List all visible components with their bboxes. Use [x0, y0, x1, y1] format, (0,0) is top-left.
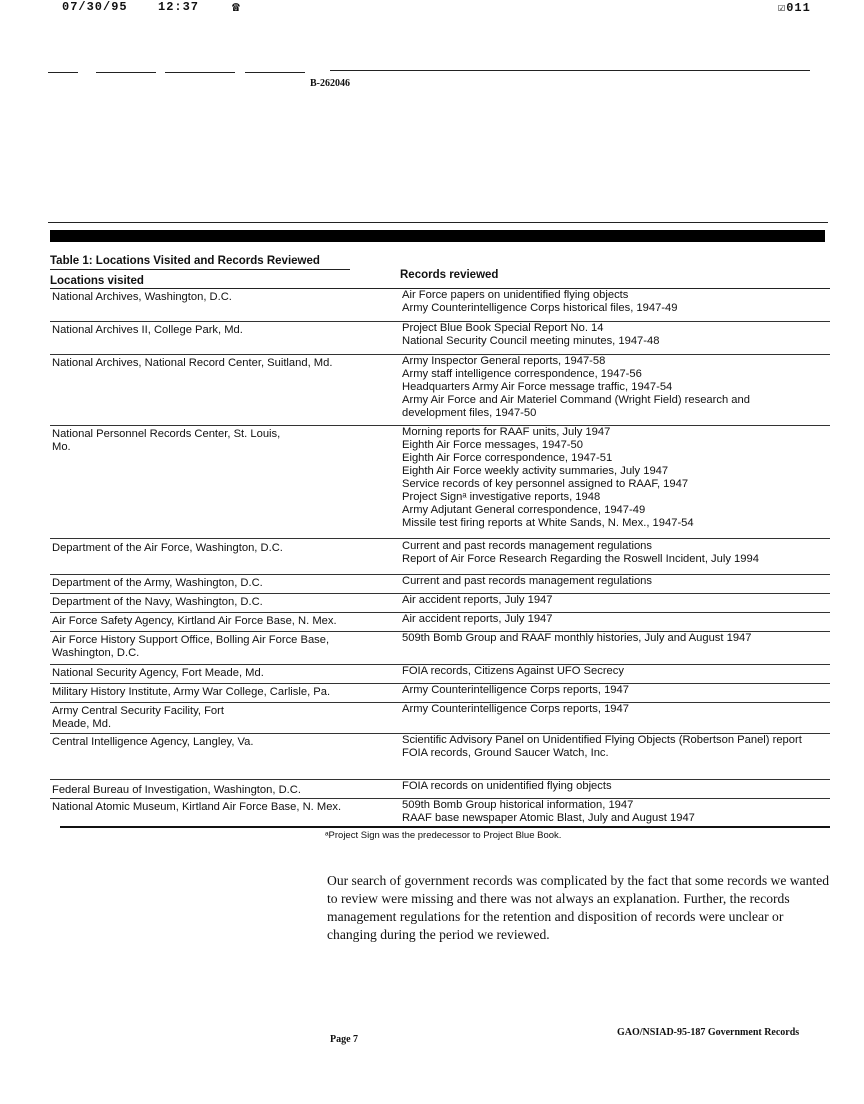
phone-icon: ☎ [232, 0, 241, 15]
records-cell [402, 575, 832, 588]
record-item: FOIA records on unidentified flying objects [402, 780, 612, 792]
record-item: 509th Bomb Group historical information, 1947 [402, 799, 634, 811]
location-cell: Central Intelligence Agency, Langley, Va. [52, 736, 254, 748]
record-item: FOIA records, Citizens Against UFO Secrecy [402, 665, 624, 677]
record-item: Eighth Air Force correspondence, 1947-51 [402, 452, 613, 464]
table-row [50, 632, 830, 665]
table-row [50, 734, 830, 780]
location-cell: National Archives, Washington, D.C. [52, 291, 232, 303]
record-item: Army Counterintelligence Corps reports, 1947 [402, 703, 629, 715]
table-row [50, 575, 830, 594]
fax-page-code: 011 [786, 1, 811, 15]
records-cell [402, 355, 832, 420]
header-rule [245, 72, 305, 73]
record-item: Scientific Advisory Panel on Unidentified Flying Objects (Robertson Panel) report [402, 734, 802, 746]
records-cell [402, 594, 832, 607]
caption-rule [50, 269, 350, 270]
record-item: Eighth Air Force weekly activity summaries, July 1947 [402, 465, 669, 477]
record-item: Service records of key personnel assigned to RAAF, 1947 [402, 478, 689, 490]
fax-time: 12:37 [158, 0, 200, 14]
records-cell [402, 322, 832, 348]
record-item: Morning reports for RAAF units, July 1947 [402, 426, 611, 438]
table-row [50, 780, 830, 799]
table-header-bar [50, 230, 825, 242]
table-row [50, 799, 830, 825]
records-cell [402, 632, 832, 645]
location-cell: Air Force Safety Agency, Kirtland Air Force Base, N. Mex. [52, 615, 337, 627]
records-cell [402, 540, 832, 566]
record-item: Army Counterintelligence Corps reports, 1947 [402, 684, 629, 696]
records-cell [402, 613, 832, 626]
record-item: Army Air Force and Air Materiel Command (Wright Field) research and development files, 1947-50 [402, 394, 750, 419]
record-item: National Security Council meeting minutes, 1947-48 [402, 335, 660, 347]
location-cell: National Archives, National Record Center, Suitland, Md. [52, 357, 333, 369]
records-cell [402, 426, 832, 530]
location-cell: National Atomic Museum, Kirtland Air Force Base, N. Mex. [52, 801, 342, 813]
report-reference: GAO/NSIAD-95-187 Government Records [617, 1027, 800, 1038]
record-item: Current and past records management regulations [402, 540, 652, 552]
records-cell [402, 780, 832, 793]
header-rule [165, 72, 235, 73]
location-cell: Department of the Army, Washington, D.C. [52, 577, 263, 589]
record-item: 509th Bomb Group and RAAF monthly histories, July and August 1947 [402, 632, 752, 644]
record-item: Army Counterintelligence Corps historical files, 1947-49 [402, 302, 678, 314]
location-cell: National Archives II, College Park, Md. [52, 324, 243, 336]
records-cell [402, 684, 832, 697]
table-row [50, 665, 830, 684]
location-cell: Department of the Navy, Washington, D.C. [52, 596, 263, 608]
record-item: Missile test firing reports at White Sands, N. Mex., 1947-54 [402, 517, 694, 529]
fax-date: 07/30/95 [62, 0, 128, 14]
table-row [50, 355, 830, 426]
location-cell: Federal Bureau of Investigation, Washington, D.C. [52, 784, 301, 796]
record-item: Army staff intelligence correspondence, 1947-56 [402, 368, 642, 380]
checkbox-icon: ☑ [778, 1, 787, 15]
records-cell [402, 665, 832, 678]
location-cell: Air Force History Support Office, Bolling Air Force Base, Washington, D.C. [52, 634, 330, 659]
location-cell: Military History Institute, Army War College, Carlisle, Pa. [52, 686, 331, 698]
header-rule [330, 70, 810, 71]
table-row [50, 289, 830, 322]
record-item: Project Blue Book Special Report No. 14 [402, 322, 604, 334]
record-item: Army Inspector General reports, 1947-58 [402, 355, 606, 367]
location-cell: Department of the Air Force, Washington, D.C. [52, 542, 283, 554]
record-item: Air Force papers on unidentified flying objects [402, 289, 629, 301]
body-paragraph: Our search of government records was complicated by the fact that some records we wanted to review were missing and there was not always an explanation. Further, the records management regulations for the retention and disposition of records were unclear or changing during the period we reviewed. [327, 873, 830, 942]
table-top-rule [48, 222, 828, 223]
location-cell: National Security Agency, Fort Meade, Md. [52, 667, 264, 679]
record-item: Headquarters Army Air Force message traffic, 1947-54 [402, 381, 673, 393]
report-id: B-262046 [310, 78, 350, 89]
table-row [50, 684, 830, 703]
location-cell: National Personnel Records Center, St. Louis, Mo. [52, 428, 281, 453]
page-number: Page 7 [330, 1034, 359, 1045]
fax-page [778, 0, 811, 15]
location-cell: Army Central Security Facility, Fort Meade, Md. [52, 705, 224, 730]
record-item: Air accident reports, July 1947 [402, 613, 553, 625]
table-row [50, 426, 830, 539]
record-item: Eighth Air Force messages, 1947-50 [402, 439, 583, 451]
table-footnote: ᵃProject Sign was the predecessor to Project Blue Book. [325, 830, 562, 841]
header-rule [48, 72, 78, 73]
column-header-locations: Locations visited [50, 275, 144, 287]
record-item: Air accident reports, July 1947 [402, 594, 553, 606]
record-item: RAAF base newspaper Atomic Blast, July and August 1947 [402, 812, 695, 824]
table-bottom-rule [60, 826, 830, 828]
record-item: Report of Air Force Research Regarding the Roswell Incident, July 1994 [402, 553, 759, 565]
table-row [50, 540, 830, 575]
record-item: Current and past records management regulations [402, 575, 652, 587]
record-item: Army Adjutant General correspondence, 1947-49 [402, 504, 646, 516]
header-rule [96, 72, 156, 73]
table-row [50, 613, 830, 632]
record-item: FOIA records, Ground Saucer Watch, Inc. [402, 747, 609, 759]
column-header-records: Records reviewed [400, 269, 499, 281]
table-row [50, 594, 830, 613]
records-cell [402, 289, 832, 315]
record-item: Project Signᵃ investigative reports, 1948 [402, 491, 601, 503]
records-cell [402, 734, 832, 760]
table-row [50, 703, 830, 734]
records-cell [402, 703, 832, 716]
table-row [50, 322, 830, 355]
table-caption: Table 1: Locations Visited and Records Reviewed [50, 255, 320, 267]
records-cell [402, 799, 832, 825]
